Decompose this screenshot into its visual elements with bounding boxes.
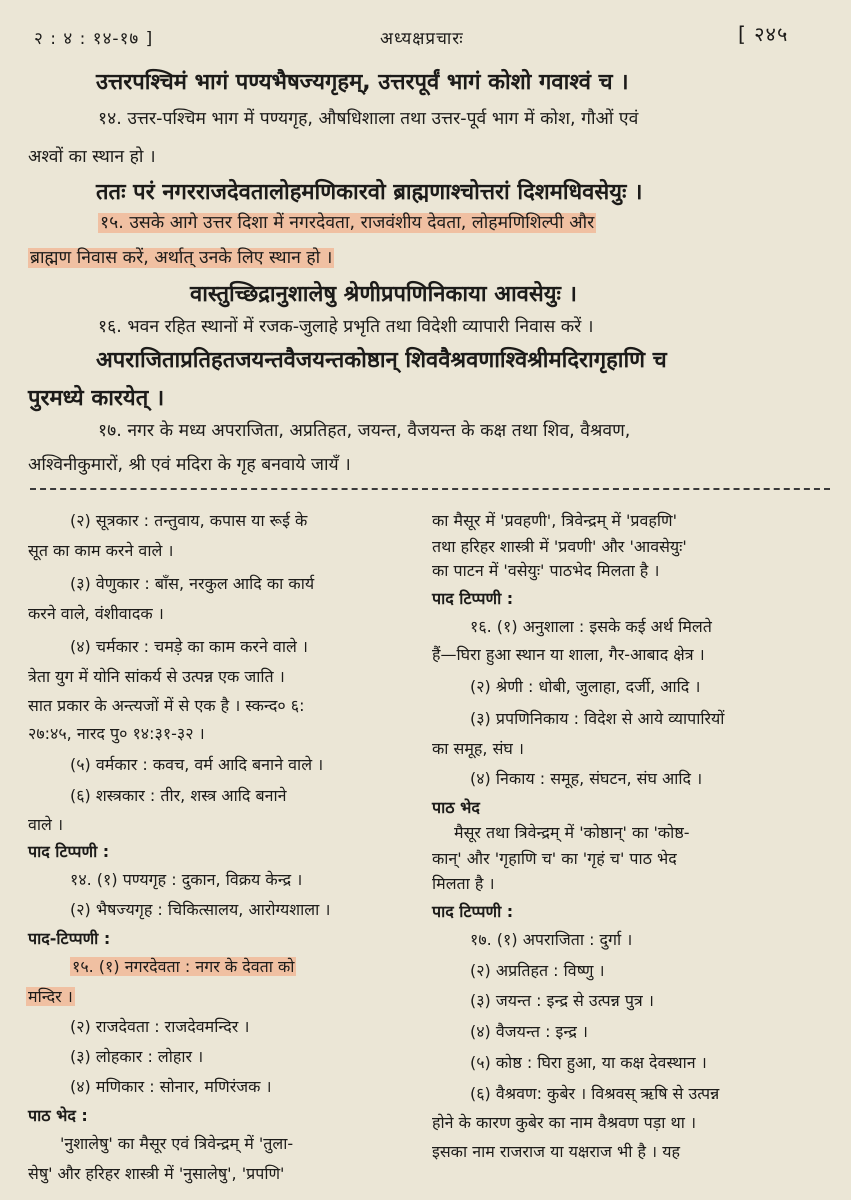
footnote-item: कान्' और 'गृहाणि च' का 'गृहं च' पाठ भेद xyxy=(432,849,677,868)
footnote-heading: पाठ भेद xyxy=(432,798,480,817)
footnote-item: २७:४५, नारद पु० १४:३१-३२ । xyxy=(28,724,205,743)
footnote-item: १६. (१) अनुशाला : इसके कई अर्थ मिलते xyxy=(470,617,712,636)
sanskrit-verse-15: ततः परं नगरराजदेवतालोहमणिकारवो ब्राह्मणाश्चोत्तरां दिशमधिवसेयुः । xyxy=(96,180,643,205)
highlight-mark: १५. (१) नगरदेवता : नगर के देवता को xyxy=(72,957,295,976)
footnote-item: (२) भैषज्यगृह : चिकित्सालय, आरोग्यशाला । xyxy=(70,900,331,919)
footnote-item: सात प्रकार के अन्त्यजों में से एक है । स्कन्द० ६: xyxy=(28,696,305,715)
footnote-item: (२) अप्रतिहत : विष्णु । xyxy=(470,961,605,980)
sanskrit-verse-14: उत्तरपश्चिमं भागं पण्यभैषज्यगृहम्, उत्तरपूर्वं भागं कोशो गवाश्वं च । xyxy=(96,70,629,95)
footnote-item: 'नुशालेषु' का मैसूर एवं त्रिवेन्द्रम् में 'तुला- xyxy=(60,1134,294,1153)
footnote-item: हैं—घिरा हुआ स्थान या शाला, गैर-आबाद क्षेत्र । xyxy=(432,645,705,664)
footnote-item: त्रेता युग में योनि सांकर्य से उत्पन्न एक जाति । xyxy=(28,667,285,686)
footnote-item: (५) वर्मकार : कवच, वर्म आदि बनाने वाले । xyxy=(70,755,324,774)
translation-15-line1 xyxy=(98,210,596,234)
sanskrit-verse-16: वास्तुच्छिद्रानुशालेषु श्रेणीप्रपणिनिकाया आवसेयुः । xyxy=(190,282,577,307)
footnote-heading: पाद टिप्पणी : xyxy=(28,842,110,861)
footnote-heading: पाद-टिप्पणी : xyxy=(28,929,111,948)
footnote-item: सेषु' और हरिहर शास्त्री में 'नुसालेषु', 'प्रपणि' xyxy=(28,1164,285,1183)
translation-17-line2: अश्विनीकुमारों, श्री एवं मदिरा के गृह बनवाये जायँ । xyxy=(28,455,351,475)
footnote-item: (२) सूत्रकार : तन्तुवाय, कपास या रूई के xyxy=(70,511,308,530)
translation-16: १६. भवन रहित स्थानों में रजक-जुलाहे प्रभृति तथा विदेशी व्यापारी निवास करें । xyxy=(98,317,594,337)
highlight-mark: ब्राह्मण निवास करें, अर्थात् उनके लिए स्थान हो । xyxy=(30,248,333,268)
footnote-item xyxy=(70,955,296,977)
footnote-item: का पाटन में 'वसेयुः' पाठभेद मिलता है । xyxy=(432,561,660,580)
footnote-item: होने के कारण कुबेर का नाम वैश्रवण पड़ा था । xyxy=(432,1113,697,1132)
footnote-item: वाले । xyxy=(28,815,64,834)
footnote-item: मैसूर तथा त्रिवेन्द्रम् में 'कोष्ठान्' का 'कोष्ठ- xyxy=(454,823,690,842)
highlight-mark: १५. उसके आगे उत्तर दिशा में नगरदेवता, राजवंशीय देवता, लोहमणिशिल्पी और xyxy=(100,213,595,233)
footnote-item: (३) प्रपणिनिकाय : विदेश से आये व्यापारियों xyxy=(470,709,725,728)
footnote-item: (३) वेणुकार : बाँस, नरकुल आदि का कार्य xyxy=(70,574,315,593)
footnotes-right-column xyxy=(420,495,851,1200)
translation-14-line2: अश्वों का स्थान हो । xyxy=(28,147,156,167)
footnote-item: का समूह, संघ । xyxy=(432,739,524,758)
footnote-item: तथा हरिहर शास्त्री में 'प्रवणी' और 'आवसेयुः' xyxy=(432,537,687,556)
highlight-mark: मन्दिर । xyxy=(28,987,73,1006)
footnote-item: सूत का काम करने वाले । xyxy=(28,541,174,560)
footnote-item: मिलता है । xyxy=(432,874,495,893)
footnote-heading: पाद टिप्पणी : xyxy=(432,589,514,608)
footnote-item: (४) चर्मकार : चमड़े का काम करने वाले । xyxy=(70,637,308,656)
footnote-item: (५) कोष्ठ : घिरा हुआ, या कक्ष देवस्थान । xyxy=(470,1053,707,1072)
footnote-item xyxy=(26,985,75,1007)
footnote-item: (४) मणिकार : सोनार, मणिरंजक । xyxy=(70,1077,272,1096)
footnote-item: करने वाले, वंशीवादक । xyxy=(28,604,164,623)
footnote-item: (४) निकाय : समूह, संघटन, संघ आदि । xyxy=(470,769,703,788)
footnote-item: का मैसूर में 'प्रवहणी', त्रिवेन्द्रम् में 'प्रवहणि' xyxy=(432,511,677,530)
sanskrit-verse-17-line2: पुरमध्ये कारयेत् । xyxy=(28,386,165,411)
footnote-item: (६) शस्त्रकार : तीर, शस्त्र आदि बनाने xyxy=(70,786,287,805)
footnote-item: (३) जयन्त : इन्द्र से उत्पन्न पुत्र । xyxy=(470,991,654,1010)
running-header-left: २ : ४ : १४-१७ ] xyxy=(34,29,154,49)
running-header-title: अध्यक्षप्रचारः xyxy=(380,29,464,49)
sanskrit-verse-17-line1: अपराजिताप्रतिहतजयन्तवैजयन्तकोष्ठान् शिववैश्रवणाश्विश्रीमदिरागृहाणि च xyxy=(96,348,667,373)
footnote-item: इसका नाम राजराज या यक्षराज भी है । यह xyxy=(432,1142,680,1161)
translation-14-line1: १४. उत्तर-पश्चिम भाग में पण्यगृह, औषधिशाला तथा उत्तर-पूर्व भाग में कोश, गौओं एवं xyxy=(98,109,639,129)
footnote-item: १४. (१) पण्यगृह : दुकान, विक्रय केन्द्र । xyxy=(70,870,303,889)
translation-17-line1: १७. नगर के मध्य अपराजिता, अप्रतिहत, जयन्त, वैजयन्त के कक्ष तथा शिव, वैश्रवण, xyxy=(98,421,631,441)
footnotes-left-column xyxy=(0,495,420,1200)
translation-15-line2 xyxy=(28,245,334,269)
page-number: [ २४५ xyxy=(738,22,789,46)
footnote-item: (३) लोहकार : लोहार । xyxy=(70,1047,204,1066)
footnote-item: (६) वैश्रवण: कुबेर । विश्रवस् ऋषि से उत्पन्न xyxy=(470,1084,720,1103)
footnote-item: (४) वैजयन्त : इन्द्र । xyxy=(470,1022,588,1041)
footnote-item: (२) श्रेणी : धोबी, जुलाहा, दर्जी, आदि । xyxy=(470,677,701,696)
footnote-divider xyxy=(30,488,830,490)
footnote-heading: पाठ भेद : xyxy=(28,1106,88,1125)
footnote-item: (२) राजदेवता : राजदेवमन्दिर । xyxy=(70,1017,250,1036)
footnote-item: १७. (१) अपराजिता : दुर्गा । xyxy=(470,930,633,949)
footnote-heading: पाद टिप्पणी : xyxy=(432,902,514,921)
